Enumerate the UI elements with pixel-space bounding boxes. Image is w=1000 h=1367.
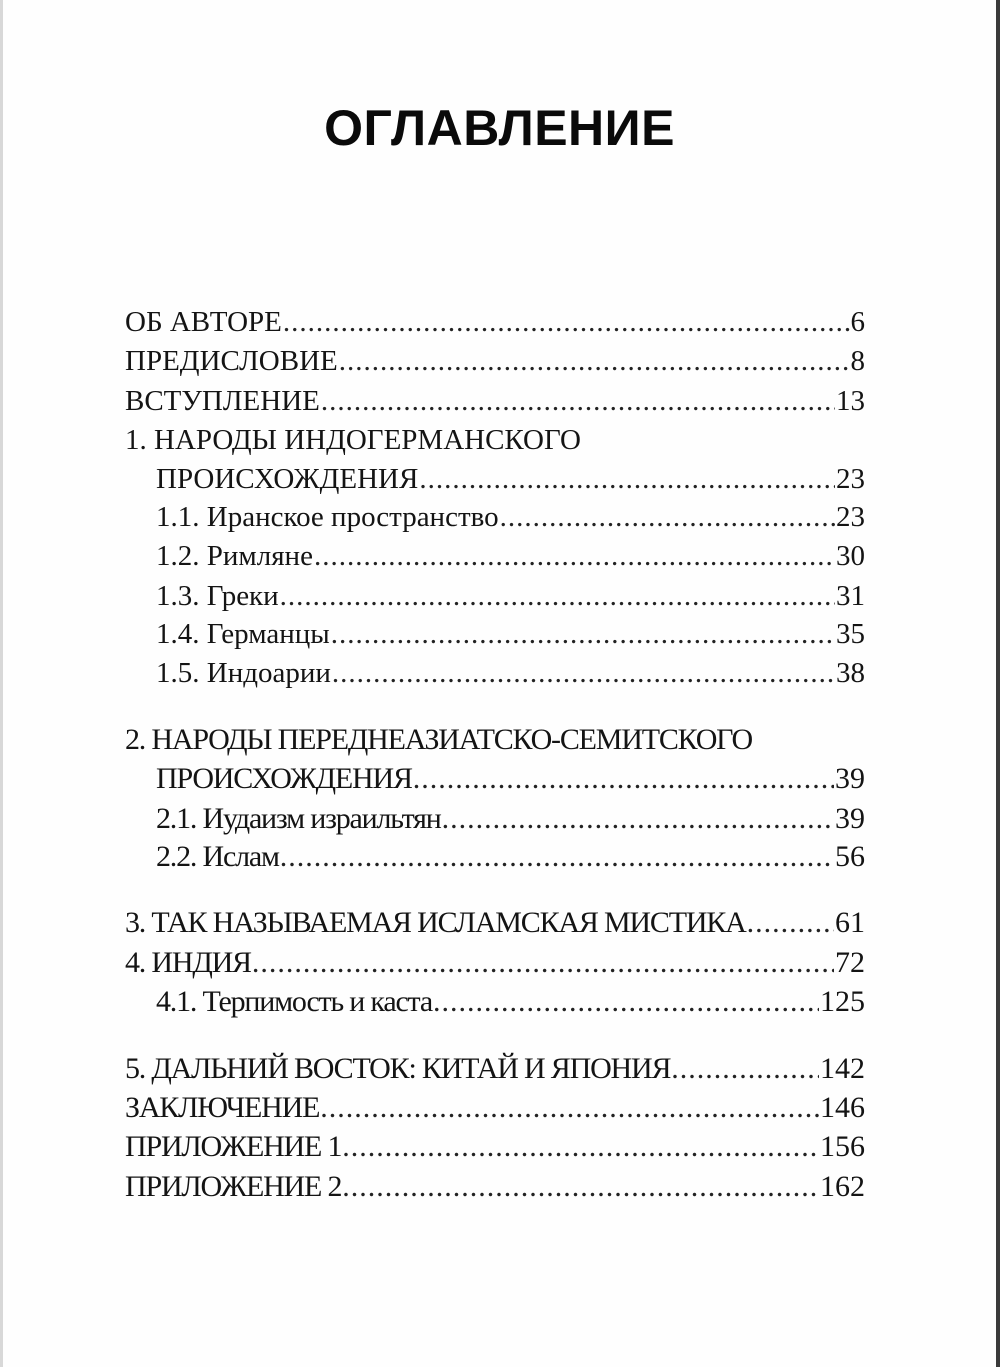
toc-entry-label: 4. ИНДИЯ [125,946,251,979]
toc-page-number: 142 [820,1052,865,1085]
toc-page-number: 35 [836,618,865,650]
toc-entry-2-2[interactable] [156,839,865,875]
dot-leader [419,461,835,497]
toc-entry-2-1[interactable] [156,801,865,837]
toc-page-number: 61 [835,906,865,939]
toc-entry-1-4[interactable] [156,616,865,652]
toc-entry-conclusion[interactable] [125,1090,865,1126]
toc-entry-label: 1.5. Индоарии [156,657,331,689]
dot-leader [280,578,835,614]
toc-page-number: 162 [820,1170,865,1203]
dot-leader [339,343,850,379]
table-of-contents [3,0,1000,1367]
toc-entry-4-1[interactable] [156,984,865,1020]
toc-entry-label: ПРОИСХОЖДЕНИЯ [156,762,412,795]
toc-entry-chapter-2-cont[interactable] [156,761,865,797]
toc-page-number: 56 [835,840,865,873]
dot-leader [321,383,835,419]
toc-entry-preface[interactable] [125,343,865,379]
toc-page-number: 39 [835,802,865,835]
toc-page-number: 38 [836,657,865,689]
toc-page-number: 23 [836,501,865,533]
toc-entry-label: 1.1. Иранское пространство [156,501,499,533]
toc-entry-label: 1.3. Греки [156,580,279,612]
dot-leader [331,616,835,652]
dot-leader [671,1051,819,1087]
toc-entry-label: ЗАКЛЮЧЕНИЕ [125,1091,320,1124]
toc-entry-label: 3. ТАК НАЗЫВАЕМАЯ ИСЛАМСКАЯ МИСТИКА [125,906,746,939]
toc-page-number: 125 [820,985,865,1018]
toc-page-number: 8 [850,345,865,377]
toc-entry-1-1[interactable] [156,499,865,535]
toc-entry-appendix-2[interactable] [125,1169,865,1205]
toc-entry-1-2[interactable] [156,538,865,574]
toc-page-number: 30 [836,540,865,572]
toc-entry-appendix-1[interactable] [125,1129,865,1165]
toc-entry-label: ОБ АВТОРЕ [125,306,282,338]
toc-entry-chapter-5[interactable] [125,1051,865,1087]
toc-entry-chapter-3[interactable] [125,905,865,941]
dot-leader [500,499,835,535]
toc-entry-label: 1. НАРОДЫ ИНДОГЕРМАНСКОГО [125,424,581,456]
dot-leader [433,984,819,1020]
dot-leader [283,304,850,340]
dot-leader [747,905,834,941]
toc-entry-1-5[interactable] [156,655,865,691]
toc-entry-label: ПРЕДИСЛОВИЕ [125,345,338,377]
dot-leader [332,655,835,691]
toc-entry-label: 1.2. Римляне [156,540,313,572]
toc-page-number: 13 [836,385,865,417]
dot-leader [413,761,834,797]
toc-entry-label: 1.4. Германцы [156,618,330,650]
toc-entry-label: 2.1. Иудаизм израильтян [156,802,441,835]
toc-entry-label: 5. ДАЛЬНИЙ ВОСТОК: КИТАЙ И ЯПОНИЯ [125,1052,671,1085]
dot-leader [280,839,834,875]
toc-entry-label: ПРОИСХОЖДЕНИЯ [156,463,419,495]
dot-leader [442,801,834,837]
toc-entry-introduction[interactable] [125,383,865,419]
toc-entry-label: 2.2. Ислам [156,840,279,873]
toc-page-number: 156 [820,1130,865,1163]
dot-leader [342,1169,819,1205]
toc-entry-label: ПРИЛОЖЕНИЕ 1 [125,1130,342,1163]
toc-entry-chapter-1[interactable] [125,422,865,458]
dot-leader [342,1129,819,1165]
toc-entry-label: ПРИЛОЖЕНИЕ 2 [125,1170,342,1203]
toc-entry-chapter-2[interactable] [125,722,865,758]
toc-entry-label: 4.1. Терпимость и каста [156,985,432,1018]
dot-leader [320,1090,819,1126]
toc-page-number: 23 [836,463,865,495]
toc-page-number: 31 [836,580,865,612]
toc-entry-about-author[interactable] [125,304,865,340]
toc-page-number: 39 [835,762,865,795]
toc-entry-chapter-1-cont[interactable] [156,461,865,497]
toc-entry-chapter-4[interactable] [125,945,865,981]
toc-entry-label: ВСТУПЛЕНИЕ [125,385,320,417]
toc-page-number: 6 [850,306,865,338]
toc-entry-1-3[interactable] [156,578,865,614]
toc-page-number: 72 [835,946,865,979]
dot-leader [314,538,835,574]
toc-entry-label: 2. НАРОДЫ ПЕРЕДНЕАЗИАТСКО-СЕМИТСКОГО [125,723,753,756]
toc-page-number: 146 [820,1091,865,1124]
page-title: ОГЛАВЛЕНИЕ [324,100,675,156]
dot-leader [252,945,834,981]
